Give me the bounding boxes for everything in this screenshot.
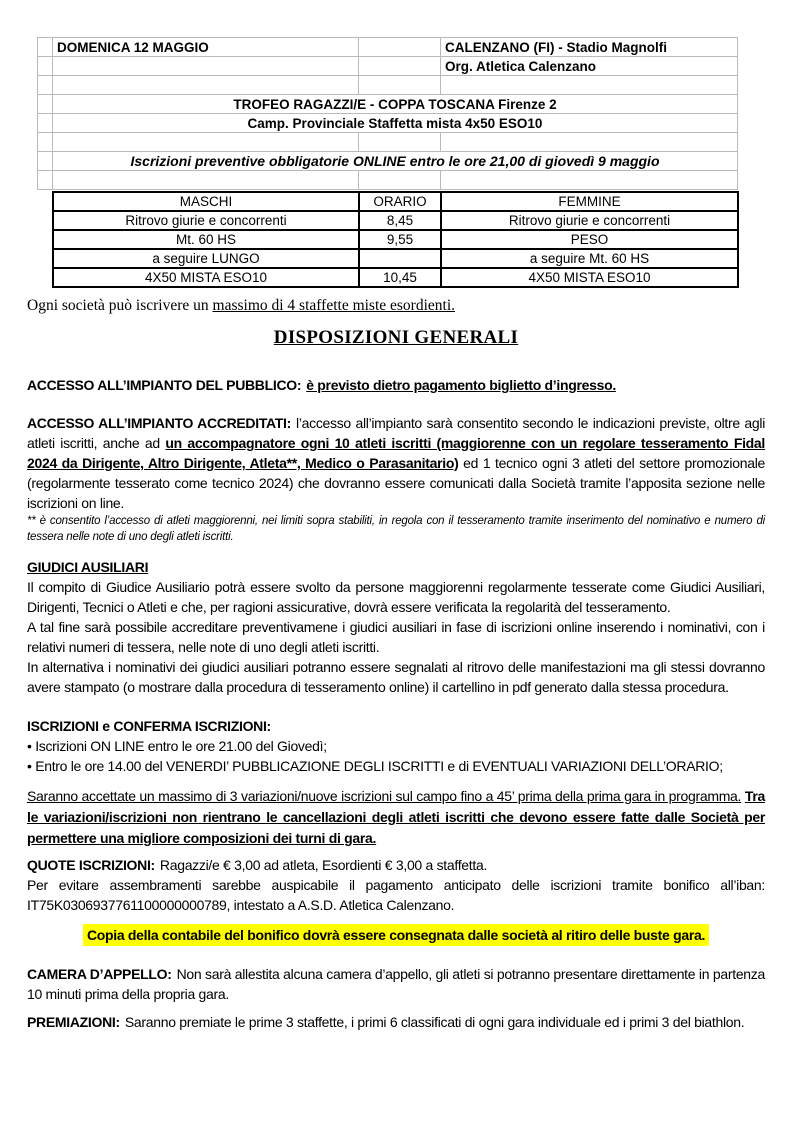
table-row [38, 152, 738, 171]
giudici-paragraph-3: In alternativa i nominativi dei giudici ausiliari potranno essere segnalati al ritrovo delle manifestazioni ma gli stessi dovranno avere stampato (o mostrare dalla procedura di tesseramento online) il cartellino in pdf generato dalla stessa procedura. [27, 659, 765, 695]
premiazioni-text: Saranno premiate le prime 3 staffette, i primi 6 classificati di ogni gara individuale ed i primi 3 del biathlon. [124, 1014, 745, 1030]
empty-cell [53, 76, 359, 95]
document-body [0, 296, 794, 1032]
event-header-table [37, 37, 738, 190]
bullet-item: • Iscrizioni ON LINE entro le ore 21.00 del Giovedì; [27, 738, 327, 754]
event-organizer: Org. Atletica Calenzano [441, 57, 738, 76]
empty-cell [38, 76, 53, 95]
schedule-row [53, 230, 738, 249]
empty-cell [359, 133, 441, 152]
iscrizioni-bullet-list [27, 736, 765, 776]
empty-cell [38, 152, 53, 171]
empty-cell [359, 57, 441, 76]
schedule-cell: 9,55 [359, 230, 441, 249]
variazioni-line-2: Tra le variazioni/iscrizioni non rientrano le cancellazioni degli atleti iscritti che devono essere fatte dalle Società per permettere una migliore composizioni dei turni di gara. [27, 788, 765, 846]
table-row [38, 57, 738, 76]
payment-paragraph: Per evitare assembramenti sarebbe auspicabile il pagamento anticipato delle iscrizioni tramite bonifico all’iban: IT75K0306937761100000000789, intestato a A.S.D. Atletica Calenzano. [27, 877, 765, 913]
accreditati-text-1: l’accesso all’impianto sarà consentito secondo le indicazioni previste, oltre agli atleti iscritti, anche ad [27, 415, 765, 451]
quote-text: Ragazzi/e € 3,00 ad atleta, Esordienti € 3,00 a staffetta. [159, 857, 488, 873]
highlight-text: Copia della contabile del bonifico dovrà essere consegnata dalle società al ritiro delle buste gara. [83, 924, 709, 946]
schedule-cell: Mt. 60 HS [53, 230, 359, 249]
table-row [38, 133, 738, 152]
empty-cell [53, 57, 359, 76]
variazioni-paragraph [27, 786, 765, 849]
accreditati-text-2: ed 1 tecnico ogni 3 atleti del settore promozionale (regolarmente tesserato come tecnico 2024) che dovranno essere comunicati dalla Società tramite l’apposita sezione nelle iscrizioni on line. [27, 455, 765, 511]
giudici-paragraph-2: A tal fine sarà possibile accreditare preventivamene i giudici ausiliari in fase di iscrizioni online inserendo i nominativi, con i relativi numeri di tessera, nelle note di uno degli atleti iscritti. [27, 619, 765, 655]
empty-cell [359, 38, 441, 57]
giudici-title: GIUDICI AUSILIARI [27, 559, 149, 575]
schedule-cell [359, 249, 441, 268]
giudici-paragraph-1: Il compito di Giudice Ausiliario potrà essere svolto da persone maggiorenni regolarmente tesserate come Giudici Ausiliari, Dirigenti, Tecnici o Atleti e che, per ragioni assicurative, dovrà essere verificata la regolarità del tesseramento. [27, 579, 765, 615]
empty-cell [359, 171, 441, 190]
schedule-header-row [53, 192, 738, 211]
table-row [38, 171, 738, 190]
accreditati-footnote: ** è consentito l’accesso di atleti maggiorenni, nei limiti sopra stabiliti, in regola con il tesseramento tramite inserimento del nominativo e numero di tessera nelle note di uno degli atleti iscritti. [27, 515, 765, 543]
column-header-femmine: FEMMINE [441, 192, 738, 211]
iscrizioni-title: ISCRIZIONI e CONFERMA ISCRIZIONI: [27, 718, 271, 734]
pubblico-paragraph [27, 375, 765, 395]
schedule-cell: 4X50 MISTA ESO10 [53, 268, 359, 287]
accreditati-paragraph [27, 413, 765, 513]
empty-cell [53, 133, 359, 152]
schedule-row [53, 268, 738, 287]
empty-cell [441, 76, 738, 95]
schedule-row [53, 211, 738, 230]
accreditati-label: ACCESSO ALL’IMPIANTO ACCREDITATI: [27, 415, 292, 431]
camera-text: Non sarà allestita alcuna camera d’appello, gli atleti si potranno presentare direttamente in partenza 10 minuti prima della propria gara. [27, 966, 765, 1002]
registration-deadline-notice: Iscrizioni preventive obbligatorie ONLINE entro le ore 21,00 di giovedì 9 maggio [53, 152, 738, 171]
event-venue: CALENZANO (FI) - Stadio Magnolfi [441, 38, 738, 57]
table-row [38, 114, 738, 133]
empty-cell [38, 38, 53, 57]
intro-line [27, 296, 765, 316]
table-row [38, 95, 738, 114]
event-subtitle: Camp. Provinciale Staffetta mista 4x50 ESO10 [53, 114, 738, 133]
table-row [38, 76, 738, 95]
empty-cell [53, 171, 359, 190]
premiazioni-paragraph [27, 1012, 765, 1032]
empty-cell [38, 171, 53, 190]
variazioni-line-1: Saranno accettate un massimo di 3 variazioni/nuove iscrizioni sul campo fino a 45’ prima della prima gara in programma. [27, 788, 742, 804]
section-heading: DISPOSIZIONI GENERALI [273, 327, 519, 348]
empty-cell [441, 133, 738, 152]
pubblico-label: ACCESSO ALL’IMPIANTO DEL PUBBLICO: [27, 377, 302, 393]
quote-paragraph [27, 855, 765, 875]
pubblico-text: è previsto dietro pagamento biglietto d’ingresso. [306, 377, 616, 393]
intro-underlined-text: massimo di 4 staffette miste esordienti. [212, 297, 456, 314]
empty-cell [38, 133, 53, 152]
column-header-maschi: MASCHI [53, 192, 359, 211]
camera-appello-paragraph [27, 964, 765, 1004]
intro-text: Ogni società può iscrivere un [27, 297, 213, 314]
column-header-orario: ORARIO [359, 192, 441, 211]
premiazioni-label: PREMIAZIONI: [27, 1014, 120, 1030]
accreditati-underlined-text: un accompagnatore ogni 10 atleti iscritti (maggiorenne con un regolare tesseramento Fidal 2024 da Dirigente, Altro Dirigente, Atleta**, Medico o Parasanitario) [27, 435, 765, 471]
event-title: TROFEO RAGAZZI/E - COPPA TOSCANA Firenze 2 [53, 95, 738, 114]
quote-label: QUOTE ISCRIZIONI: [27, 857, 155, 873]
empty-cell [38, 57, 53, 76]
empty-cell [38, 114, 53, 133]
schedule-cell: 4X50 MISTA ESO10 [441, 268, 738, 287]
schedule-cell: a seguire LUNGO [53, 249, 359, 268]
empty-cell [38, 95, 53, 114]
highlight-notice [27, 923, 765, 947]
table-row [38, 38, 738, 57]
camera-label: CAMERA D’APPELLO: [27, 966, 172, 982]
empty-cell [359, 76, 441, 95]
event-date: DOMENICA 12 MAGGIO [53, 38, 359, 57]
schedule-cell: Ritrovo giurie e concorrenti [441, 211, 738, 230]
bullet-item: • Entro le ore 14.00 del VENERDI’ PUBBLICAZIONE DEGLI ISCRITTI e di EVENTUALI VARIAZIONI DELL’ORARIO; [27, 758, 723, 774]
schedule-cell: Ritrovo giurie e concorrenti [53, 211, 359, 230]
schedule-cell: 8,45 [359, 211, 441, 230]
empty-cell [441, 171, 738, 190]
schedule-cell: PESO [441, 230, 738, 249]
schedule-cell: a seguire Mt. 60 HS [441, 249, 738, 268]
schedule-cell: 10,45 [359, 268, 441, 287]
schedule-row [53, 249, 738, 268]
schedule-table [52, 191, 739, 288]
